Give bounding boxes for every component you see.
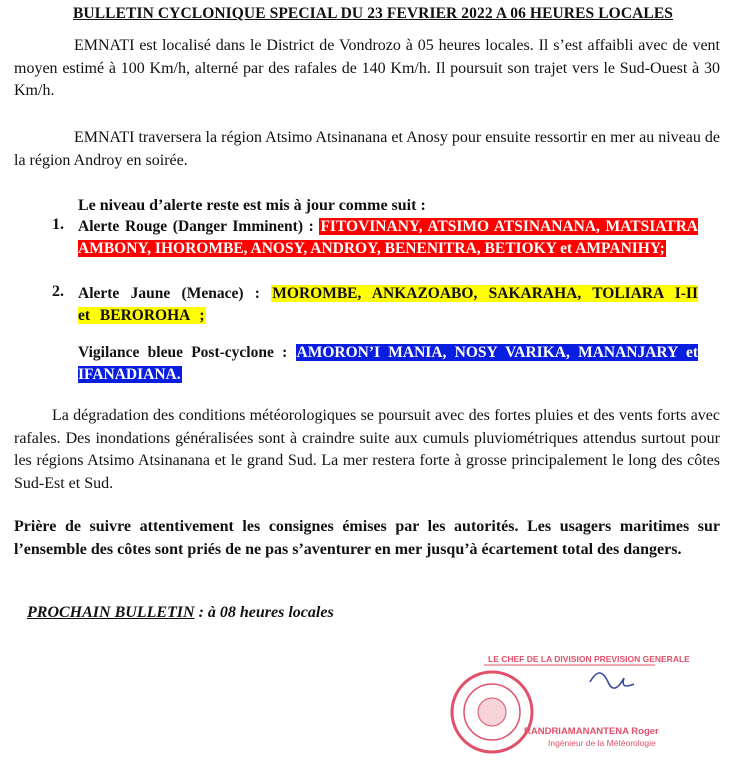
official-stamp: [440, 650, 740, 768]
alert-red-label: Alerte Rouge (Danger Imminent) :: [78, 218, 314, 235]
signature: [590, 673, 634, 688]
paragraph-instructions: Prière de suivre attentivement les consignes émises par les autorités. Les usagers maritimes sur l’ensemble des côtes sont priés de ne pas s’aventurer en mer jusqu’à écartement total des dangers.: [14, 518, 720, 558]
signatory-role: Ingénieur de la Météorologie: [548, 738, 656, 748]
next-bulletin-time: : à 08 heures locales: [194, 604, 334, 621]
alert-yellow-label: Alerte Jaune (Menace) :: [78, 285, 260, 302]
stamp-emblem: [478, 698, 506, 726]
paragraph-weather-conditions: La dégradation des conditions météorologiques se poursuit avec des fortes pluies et des vents forts avec rafales. Des inondations généralisées sont à craindre suite aux cumuls pluviométriques attendus surtout pour les régions Atsimo Atsinanana et le grand Sud. La mer restera forte à grosse principalement le long des côtes Sud-Est et Sud.: [14, 407, 720, 492]
alert-yellow-item: [78, 283, 698, 327]
next-bulletin: [27, 604, 334, 622]
stamp-title: LE CHEF DE LA DIVISION PREVISION GENERALE: [488, 654, 690, 664]
bulletin-title: BULLETIN CYCLONIQUE SPECIAL DU 23 FEVRIER 2022 A 06 HEURES LOCALES: [72, 5, 674, 22]
alert-1-number: 1.: [52, 216, 64, 233]
signatory-name: RANDRIAMANANTENA Roger: [524, 726, 659, 737]
next-bulletin-label: PROCHAIN BULLETIN: [27, 604, 195, 621]
vigilance-blue-label: Vigilance bleue Post-cyclone :: [78, 344, 288, 361]
paragraph-location: EMNATI est localisé dans le District de Vondrozo à 05 heures locales. Il s’est affaibli avec de vent moyen estimé à 100 Km/h, alterné par des rafales de 140 Km/h. Il poursuit son trajet vers le Sud-Ouest à 30 Km/h.: [14, 37, 720, 99]
alert-intro: Le niveau d’alerte reste est mis à jour comme suit :: [78, 197, 426, 214]
alert-red-item: [78, 216, 698, 260]
vigilance-blue-item: [78, 342, 698, 386]
vigilance-blue-regions: AMORON’I MANIA, NOSY VARIKA, MANANJARY et IFANADIANA.: [78, 344, 698, 383]
alert-2-number: 2.: [52, 283, 64, 300]
paragraph-trajectory: EMNATI traversera la région Atsimo Atsinanana et Anosy pour ensuite ressortir en mer au niveau de la région Androy en soirée.: [14, 129, 720, 169]
alert-yellow-regions: MOROMBE, ANKAZOABO, SAKARAHA, TOLIARA I-II et BEROROHA ;: [78, 285, 698, 324]
alert-red-regions: FITOVINANY, ATSIMO ATSINANANA, MATSIATRA AMBONY, IHOROMBE, ANOSY, ANDROY, BENENITRA, BETIOKY et AMPANIHY;: [78, 218, 698, 257]
